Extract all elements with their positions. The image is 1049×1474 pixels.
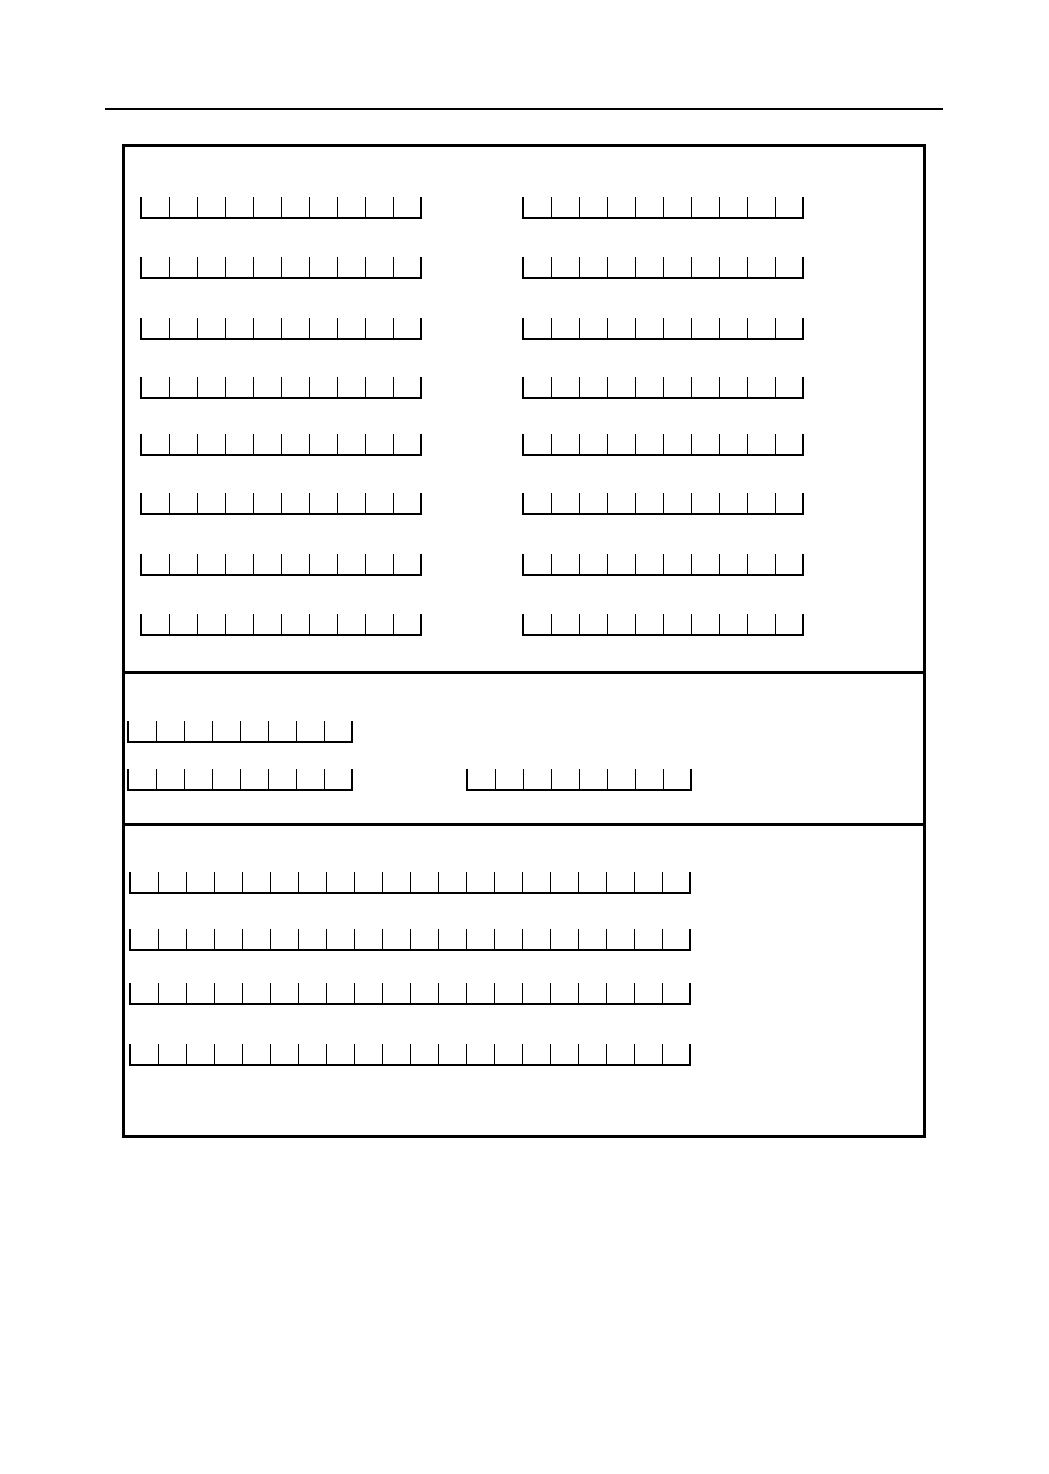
- comb-cell: [748, 554, 776, 574]
- comb-cell: [748, 493, 776, 513]
- comb-cell: [720, 197, 748, 217]
- comb-cell: [327, 1044, 355, 1064]
- comb-cell: [254, 197, 282, 217]
- comb-cell: [524, 318, 552, 338]
- comb-cell: [254, 257, 282, 277]
- comb-cell: [366, 554, 394, 574]
- comb-cell: [692, 434, 720, 454]
- comb-cell: [692, 554, 720, 574]
- comb-cell: [310, 493, 338, 513]
- comb-cell: [467, 872, 495, 892]
- comb-cell: [580, 377, 608, 397]
- comb-cell: [170, 197, 198, 217]
- comb-cell: [355, 872, 383, 892]
- comb-field-right[interactable]: [522, 554, 804, 576]
- comb-cell: [366, 197, 394, 217]
- comb-cell: [157, 721, 185, 741]
- comb-cell: [310, 257, 338, 277]
- comb-field-left[interactable]: [140, 318, 422, 340]
- comb-cell: [338, 493, 366, 513]
- comb-cell: [580, 197, 608, 217]
- comb-cell: [170, 434, 198, 454]
- comb-cell: [198, 257, 226, 277]
- comb-cell: [776, 257, 804, 277]
- comb-cell: [215, 929, 243, 949]
- comb-cell: [692, 493, 720, 513]
- comb-field-left[interactable]: [140, 257, 422, 279]
- comb-cell: [439, 983, 467, 1003]
- comb-cell: [282, 318, 310, 338]
- comb-cell: [467, 983, 495, 1003]
- comb-cell: [338, 377, 366, 397]
- comb-cell: [608, 769, 636, 789]
- comb-cell: [636, 493, 664, 513]
- comb-cell: [198, 318, 226, 338]
- comb-cell: [383, 872, 411, 892]
- comb-cell: [170, 554, 198, 574]
- comb-cell: [411, 929, 439, 949]
- comb-cell: [142, 318, 170, 338]
- comb-cell: [170, 257, 198, 277]
- comb-cell: [159, 929, 187, 949]
- comb-cell: [495, 1044, 523, 1064]
- comb-cell: [607, 929, 635, 949]
- comb-field-left[interactable]: [140, 197, 422, 219]
- comb-cell: [142, 257, 170, 277]
- comb-cell: [496, 769, 524, 789]
- comb-cell: [692, 257, 720, 277]
- comb-cell: [439, 929, 467, 949]
- comb-cell: [394, 257, 422, 277]
- comb-cell: [282, 434, 310, 454]
- comb-cell: [411, 983, 439, 1003]
- comb-cell: [226, 493, 254, 513]
- comb-cell: [439, 872, 467, 892]
- comb-cell: [215, 983, 243, 1003]
- comb-cell: [524, 377, 552, 397]
- comb-cell: [355, 983, 383, 1003]
- comb-cell: [776, 554, 804, 574]
- comb-cell: [215, 1044, 243, 1064]
- comb-cell: [552, 377, 580, 397]
- comb-cell: [226, 554, 254, 574]
- comb-cell: [776, 614, 804, 634]
- comb-cell: [327, 872, 355, 892]
- comb-cell: [325, 769, 353, 789]
- comb-cell: [551, 1044, 579, 1064]
- comb-cell: [198, 493, 226, 513]
- comb-cell: [355, 1044, 383, 1064]
- comb-cell: [776, 377, 804, 397]
- comb-cell: [551, 983, 579, 1003]
- comb-cell: [254, 377, 282, 397]
- comb-field-long[interactable]: [129, 929, 691, 951]
- comb-cell: [552, 769, 580, 789]
- comb-cell: [580, 257, 608, 277]
- comb-cell: [524, 493, 552, 513]
- comb-field-right[interactable]: [522, 493, 804, 515]
- comb-cell: [271, 929, 299, 949]
- comb-cell: [748, 434, 776, 454]
- comb-cell: [720, 554, 748, 574]
- comb-cell: [608, 493, 636, 513]
- comb-cell: [635, 1044, 663, 1064]
- comb-field-short[interactable]: [127, 721, 353, 743]
- comb-cell: [213, 769, 241, 789]
- comb-cell: [299, 1044, 327, 1064]
- comb-cell: [663, 929, 691, 949]
- comb-cell: [271, 983, 299, 1003]
- comb-cell: [467, 929, 495, 949]
- comb-cell: [580, 614, 608, 634]
- comb-cell: [394, 614, 422, 634]
- comb-cell: [580, 493, 608, 513]
- comb-cell: [552, 554, 580, 574]
- comb-cell: [636, 257, 664, 277]
- comb-cell: [243, 872, 271, 892]
- comb-cell: [579, 872, 607, 892]
- comb-cell: [748, 257, 776, 277]
- comb-cell: [551, 872, 579, 892]
- comb-cell: [383, 1044, 411, 1064]
- comb-cell: [579, 1044, 607, 1064]
- comb-cell: [187, 1044, 215, 1064]
- comb-cell: [310, 614, 338, 634]
- comb-cell: [142, 434, 170, 454]
- comb-cell: [579, 929, 607, 949]
- comb-field-left[interactable]: [140, 377, 422, 399]
- comb-cell: [243, 983, 271, 1003]
- comb-cell: [552, 318, 580, 338]
- comb-cell: [579, 983, 607, 1003]
- comb-cell: [636, 554, 664, 574]
- comb-cell: [608, 257, 636, 277]
- comb-cell: [776, 493, 804, 513]
- comb-cell: [580, 769, 608, 789]
- comb-cell: [608, 377, 636, 397]
- comb-cell: [271, 872, 299, 892]
- comb-cell: [142, 614, 170, 634]
- comb-cell: [635, 929, 663, 949]
- comb-cell: [664, 257, 692, 277]
- comb-cell: [215, 872, 243, 892]
- comb-cell: [198, 554, 226, 574]
- comb-field-left[interactable]: [140, 554, 422, 576]
- comb-cell: [226, 434, 254, 454]
- comb-cell: [282, 377, 310, 397]
- comb-cell: [187, 929, 215, 949]
- comb-cell: [663, 1044, 691, 1064]
- comb-cell: [282, 554, 310, 574]
- comb-cell: [608, 554, 636, 574]
- comb-cell: [338, 434, 366, 454]
- comb-cell: [310, 318, 338, 338]
- comb-cell: [198, 434, 226, 454]
- comb-cell: [748, 614, 776, 634]
- comb-cell: [355, 929, 383, 949]
- section-divider: [125, 671, 923, 674]
- comb-cell: [254, 493, 282, 513]
- comb-cell: [383, 929, 411, 949]
- comb-cell: [170, 493, 198, 513]
- comb-cell: [468, 769, 496, 789]
- comb-field-right[interactable]: [522, 197, 804, 219]
- comb-cell: [269, 769, 297, 789]
- comb-field-long[interactable]: [129, 983, 691, 1005]
- comb-cell: [338, 614, 366, 634]
- comb-cell: [131, 872, 159, 892]
- comb-field-right[interactable]: [522, 377, 804, 399]
- comb-cell: [720, 614, 748, 634]
- comb-cell: [297, 769, 325, 789]
- comb-cell: [524, 434, 552, 454]
- comb-cell: [720, 257, 748, 277]
- comb-cell: [608, 434, 636, 454]
- comb-cell: [411, 872, 439, 892]
- comb-field-short[interactable]: [466, 769, 692, 791]
- comb-cell: [159, 1044, 187, 1064]
- comb-cell: [394, 493, 422, 513]
- comb-cell: [495, 929, 523, 949]
- comb-cell: [607, 1044, 635, 1064]
- comb-cell: [366, 257, 394, 277]
- comb-field-short[interactable]: [127, 769, 353, 791]
- comb-cell: [664, 318, 692, 338]
- comb-cell: [635, 872, 663, 892]
- comb-cell: [552, 614, 580, 634]
- comb-cell: [664, 197, 692, 217]
- comb-cell: [142, 554, 170, 574]
- comb-cell: [608, 197, 636, 217]
- comb-cell: [338, 318, 366, 338]
- comb-cell: [254, 614, 282, 634]
- comb-cell: [157, 769, 185, 789]
- comb-cell: [243, 1044, 271, 1064]
- comb-cell: [299, 983, 327, 1003]
- comb-cell: [524, 197, 552, 217]
- comb-cell: [692, 377, 720, 397]
- comb-cell: [411, 1044, 439, 1064]
- comb-cell: [241, 721, 269, 741]
- comb-cell: [635, 983, 663, 1003]
- comb-field-left[interactable]: [140, 614, 422, 636]
- comb-cell: [692, 318, 720, 338]
- comb-cell: [170, 318, 198, 338]
- comb-field-right[interactable]: [522, 614, 804, 636]
- comb-cell: [394, 377, 422, 397]
- comb-cell: [748, 197, 776, 217]
- comb-cell: [663, 872, 691, 892]
- comb-field-long[interactable]: [129, 1044, 691, 1066]
- section-divider: [125, 823, 923, 826]
- comb-cell: [552, 493, 580, 513]
- comb-cell: [663, 983, 691, 1003]
- comb-cell: [241, 769, 269, 789]
- comb-cell: [310, 434, 338, 454]
- header-rule: [105, 108, 943, 110]
- comb-cell: [748, 377, 776, 397]
- comb-cell: [467, 1044, 495, 1064]
- comb-cell: [523, 983, 551, 1003]
- comb-cell: [142, 377, 170, 397]
- comb-cell: [636, 614, 664, 634]
- comb-cell: [524, 614, 552, 634]
- form-frame: [122, 144, 926, 1138]
- comb-cell: [523, 1044, 551, 1064]
- comb-cell: [776, 318, 804, 338]
- comb-cell: [366, 377, 394, 397]
- comb-cell: [394, 318, 422, 338]
- comb-cell: [636, 318, 664, 338]
- comb-cell: [524, 769, 552, 789]
- comb-cell: [226, 614, 254, 634]
- comb-cell: [226, 318, 254, 338]
- comb-cell: [142, 493, 170, 513]
- comb-cell: [580, 434, 608, 454]
- comb-cell: [131, 983, 159, 1003]
- comb-cell: [282, 493, 310, 513]
- comb-cell: [366, 493, 394, 513]
- comb-cell: [282, 197, 310, 217]
- comb-cell: [129, 769, 157, 789]
- comb-cell: [495, 872, 523, 892]
- comb-field-long[interactable]: [129, 872, 691, 894]
- comb-cell: [607, 872, 635, 892]
- comb-cell: [213, 721, 241, 741]
- comb-field-right[interactable]: [522, 318, 804, 340]
- comb-cell: [394, 554, 422, 574]
- comb-cell: [607, 983, 635, 1003]
- comb-cell: [776, 434, 804, 454]
- comb-cell: [608, 318, 636, 338]
- comb-field-right[interactable]: [522, 434, 804, 456]
- comb-cell: [338, 554, 366, 574]
- comb-cell: [664, 434, 692, 454]
- comb-cell: [580, 554, 608, 574]
- comb-cell: [692, 614, 720, 634]
- comb-field-left[interactable]: [140, 493, 422, 515]
- comb-cell: [720, 318, 748, 338]
- comb-cell: [170, 377, 198, 397]
- comb-cell: [664, 493, 692, 513]
- comb-cell: [310, 554, 338, 574]
- comb-cell: [325, 721, 353, 741]
- comb-cell: [282, 257, 310, 277]
- comb-cell: [297, 721, 325, 741]
- comb-cell: [185, 769, 213, 789]
- comb-cell: [282, 614, 310, 634]
- comb-cell: [664, 614, 692, 634]
- comb-cell: [366, 614, 394, 634]
- comb-cell: [185, 721, 213, 741]
- comb-cell: [226, 257, 254, 277]
- comb-cell: [198, 197, 226, 217]
- comb-cell: [159, 872, 187, 892]
- comb-field-right[interactable]: [522, 257, 804, 279]
- comb-cell: [636, 769, 664, 789]
- comb-cell: [608, 614, 636, 634]
- comb-cell: [524, 257, 552, 277]
- comb-cell: [636, 197, 664, 217]
- comb-cell: [310, 377, 338, 397]
- comb-cell: [664, 377, 692, 397]
- comb-cell: [748, 318, 776, 338]
- comb-cell: [720, 434, 748, 454]
- comb-cell: [636, 377, 664, 397]
- comb-cell: [720, 377, 748, 397]
- comb-cell: [523, 929, 551, 949]
- comb-cell: [523, 872, 551, 892]
- comb-cell: [310, 197, 338, 217]
- comb-cell: [327, 929, 355, 949]
- comb-cell: [552, 434, 580, 454]
- comb-cell: [226, 197, 254, 217]
- comb-cell: [187, 872, 215, 892]
- comb-cell: [198, 614, 226, 634]
- comb-cell: [580, 318, 608, 338]
- comb-cell: [159, 983, 187, 1003]
- comb-cell: [366, 318, 394, 338]
- comb-cell: [131, 929, 159, 949]
- comb-cell: [551, 929, 579, 949]
- comb-field-left[interactable]: [140, 434, 422, 456]
- comb-cell: [338, 197, 366, 217]
- comb-cell: [187, 983, 215, 1003]
- comb-cell: [243, 929, 271, 949]
- comb-cell: [664, 769, 692, 789]
- comb-cell: [131, 1044, 159, 1064]
- comb-cell: [198, 377, 226, 397]
- comb-cell: [366, 434, 394, 454]
- comb-cell: [524, 554, 552, 574]
- comb-cell: [271, 1044, 299, 1064]
- comb-cell: [720, 493, 748, 513]
- comb-cell: [394, 197, 422, 217]
- comb-cell: [552, 257, 580, 277]
- comb-cell: [142, 197, 170, 217]
- comb-cell: [226, 377, 254, 397]
- comb-cell: [394, 434, 422, 454]
- comb-cell: [254, 434, 282, 454]
- comb-cell: [299, 872, 327, 892]
- comb-cell: [664, 554, 692, 574]
- comb-cell: [776, 197, 804, 217]
- comb-cell: [692, 197, 720, 217]
- comb-cell: [495, 983, 523, 1003]
- comb-cell: [327, 983, 355, 1003]
- comb-cell: [254, 318, 282, 338]
- comb-cell: [170, 614, 198, 634]
- comb-cell: [338, 257, 366, 277]
- comb-cell: [439, 1044, 467, 1064]
- comb-cell: [552, 197, 580, 217]
- comb-cell: [636, 434, 664, 454]
- comb-cell: [299, 929, 327, 949]
- comb-cell: [269, 721, 297, 741]
- comb-cell: [383, 983, 411, 1003]
- comb-cell: [129, 721, 157, 741]
- comb-cell: [254, 554, 282, 574]
